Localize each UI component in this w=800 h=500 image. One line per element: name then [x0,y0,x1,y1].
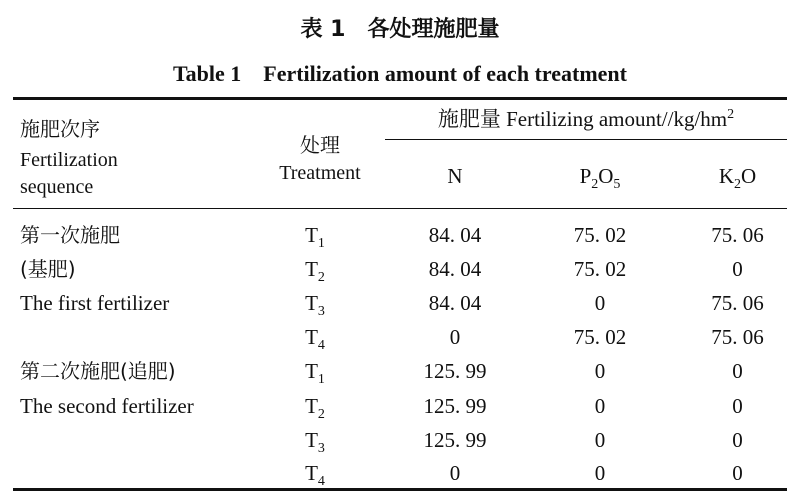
bottom-rule [13,488,787,491]
treatment-cell: $T_2$ [305,394,325,422]
n-cell: 125. 99 [423,359,487,383]
k2o-cell: 75. 06 [711,223,764,247]
n-cell: 84. 04 [428,257,482,281]
header-treatment-cn: 处理 [300,133,340,157]
treatment-cell: $T_3$ [305,428,325,456]
header-n: N [447,164,463,188]
table-title-english: Table 1 Fertilization amount of each treatment [173,61,627,86]
n-cell: 125. 99 [423,428,487,452]
header-k-sub: 2 [734,177,741,192]
n-cell: 125. 99 [423,394,487,418]
k2o-cell: 0 [732,394,743,418]
header-treatment-en: Treatment [279,162,361,184]
amount-subrule [385,139,787,140]
p2o5-cell: 0 [594,428,606,452]
header-k2o [690,163,785,192]
group1-label-cn: 第一次施肥 [20,223,120,247]
header-k-base: K [718,164,734,188]
header-rule [13,208,787,209]
n-cell: 0 [449,461,461,485]
n-cell: 0 [449,325,461,349]
k2o-cell: 0 [732,359,743,383]
k2o-cell: 75. 06 [711,325,764,349]
header-sequence-en-2: sequence [20,176,94,198]
k2o-cell: 0 [732,428,743,452]
n-cell: 84. 04 [428,291,482,315]
treatment-cell: $T_1$ [305,359,325,387]
k2o-cell: 75. 06 [711,291,764,315]
header-amount-label: 施肥量 Fertilizing amount//kg/hm [437,107,728,131]
header-sequence-en-1: Fertilization [20,149,118,171]
p2o5-cell: 0 [594,291,606,315]
k2o-cell: 0 [732,257,743,281]
header-amount [385,106,787,132]
header-p-sub2: 5 [613,177,621,192]
treatment-cell: $T_4$ [305,461,325,489]
p2o5-cell: 75. 02 [573,223,627,247]
p2o5-cell: 75. 02 [573,257,627,281]
header-p-o: O [598,164,614,188]
top-rule [13,97,787,100]
treatment-cell: $T_2$ [305,257,325,285]
n-cell: 84. 04 [428,223,482,247]
header-amount-sup: 2 [727,107,735,122]
group1-label-basal: (基肥) [20,257,76,281]
header-sequence-cn: 施肥次序 [20,117,100,141]
group1-label-en: The first fertilizer [20,291,170,315]
p2o5-cell: 0 [594,394,606,418]
group2-label-en: The second fertilizer [20,394,194,418]
p2o5-cell: 75. 02 [573,325,627,349]
treatment-cell: $T_3$ [305,291,325,319]
header-p-sub1: 2 [591,177,599,192]
treatment-cell: $T_1$ [305,223,325,251]
p2o5-cell: 0 [594,461,606,485]
header-p2o5 [545,163,655,192]
p2o5-cell: 0 [594,359,606,383]
table-title-chinese: 表 1 各处理施肥量 [300,17,500,42]
treatment-cell: $T_4$ [305,325,325,353]
header-k-o: O [741,164,757,188]
header-p-base: P [579,164,592,188]
group2-label-cn: 第二次施肥(追肥) [20,359,176,383]
k2o-cell: 0 [732,461,743,485]
